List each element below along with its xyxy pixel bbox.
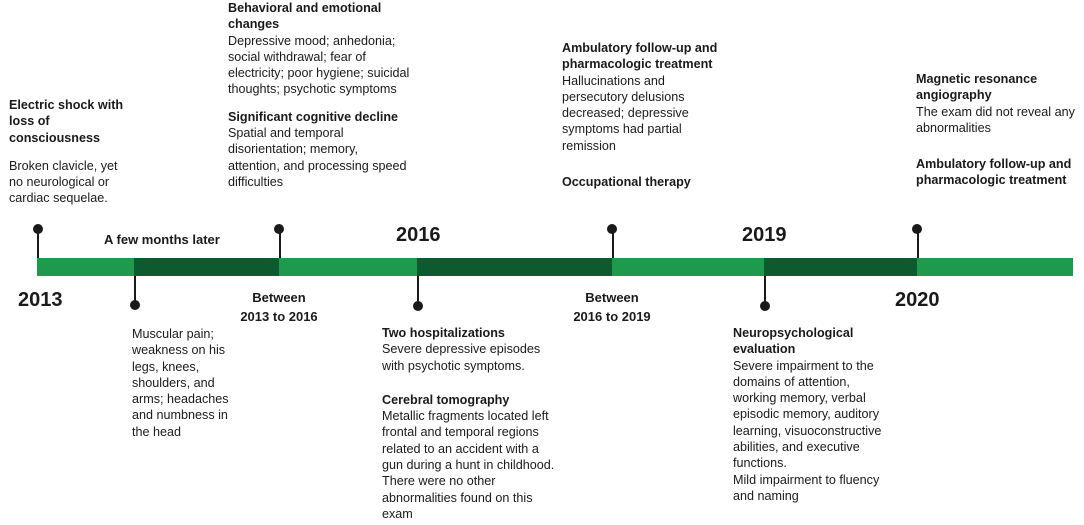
marker-dot <box>760 301 770 311</box>
marker-stem <box>37 232 39 258</box>
period-label-few-months: A few months later <box>104 232 220 247</box>
year-2019: 2019 <box>742 224 787 246</box>
period-label-2013-2016: Between 2013 to 2016 <box>240 290 318 324</box>
period-segment-2013-2016 <box>134 258 279 276</box>
event-ambulatory-followup-1: Ambulatory follow-up and pharmacologic treatment Hallucinations and persecutory delusions decreased; depressive symptoms had partial remission Occupational therapy <box>562 41 718 190</box>
marker-dot <box>274 224 284 234</box>
marker-dot <box>130 300 140 310</box>
marker-dot <box>607 224 617 234</box>
event-mra: Magnetic resonance angiography The exam did not reveal any abnormalities Ambulatory follow-up and pharmacologic treatment <box>916 72 1075 188</box>
marker-dot <box>912 224 922 234</box>
event-behavioral-changes: Behavioral and emotional changes Depressive mood; anhedonia; social withdrawal; fear of electricity; poor hygiene; suicidal thoughts; psychotic symptoms Significant cognitive decline Spatial and temporal disorientation; memory, attention, and processing speed difficulties <box>228 1 410 189</box>
event-neuropsychological-evaluation: Neuropsychological evaluation Severe impairment to the domains of attention, working memory, verbal episodic memory, auditory learning, visuoconstructive abilities, and executive functions. Mild impairment to fluency and naming <box>733 326 882 503</box>
event-electric-shock: Electric shock with loss of consciousness Broken clavicle, yet no neurological or cardiac sequelae. <box>9 98 124 206</box>
marker-stem <box>417 276 419 304</box>
period-label-2016-2019: Between 2016 to 2019 <box>573 290 651 324</box>
period-segment-2019-2020 <box>764 258 917 276</box>
event-muscular-pain: Muscular pain; weakness on his legs, knees, shoulders, and arms; headaches and numbness in the head <box>132 327 229 439</box>
event-ambulatory-followup-2: Ambulatory follow-up and <box>916 157 1072 172</box>
event-occupational-therapy: Occupational therapy <box>562 175 691 190</box>
year-2016: 2016 <box>396 224 441 246</box>
period-segment-2016 <box>417 258 612 276</box>
year-2013: 2013 <box>18 289 63 311</box>
marker-stem <box>764 276 766 304</box>
year-2020: 2020 <box>895 289 940 311</box>
marker-stem <box>279 233 281 258</box>
marker-dot <box>413 301 423 311</box>
event-cerebral-tomography: Cerebral tomography <box>382 392 510 407</box>
marker-stem <box>917 232 919 258</box>
event-hospitalizations: Two hospitalizations Severe depressive episodes with psychotic symptoms. Cerebral tomography Metallic fragments located left frontal and temporal regions related to an accident with a gun during a hunt in childhood. There were no other abnormalities found on this exam <box>382 326 555 521</box>
marker-stem <box>612 233 614 258</box>
marker-dot <box>33 224 43 234</box>
